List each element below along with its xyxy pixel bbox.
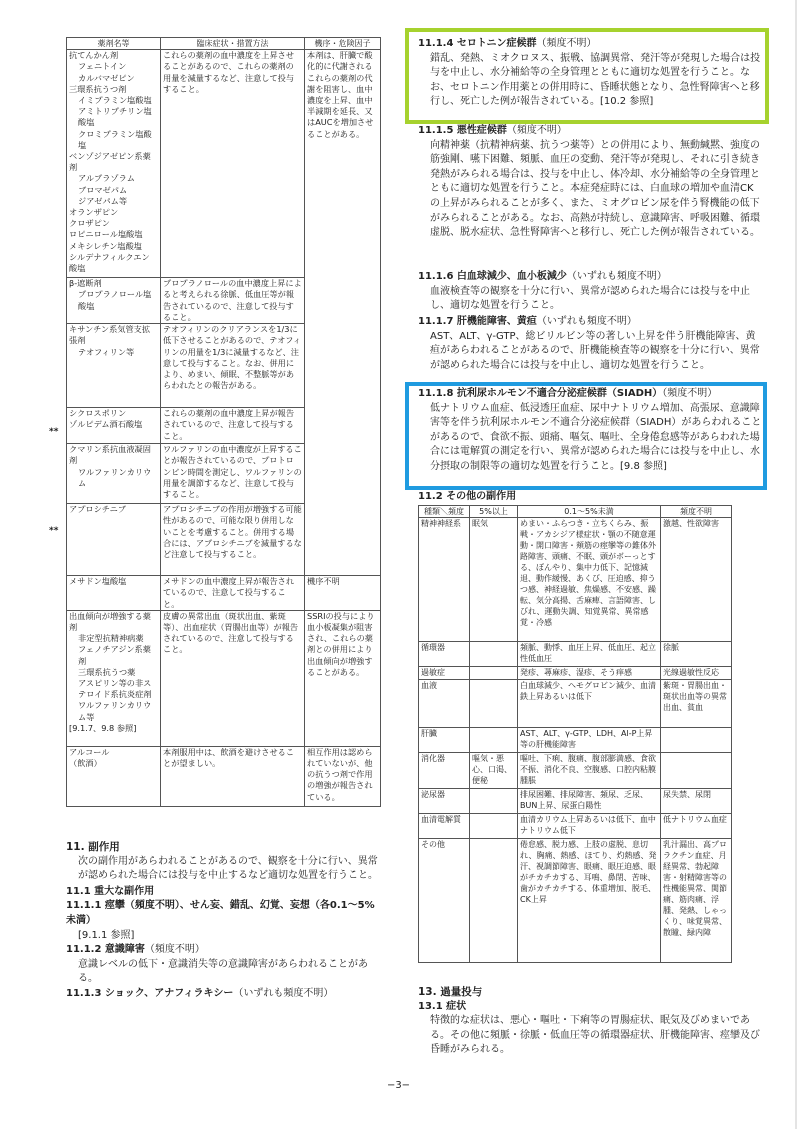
drug-name: [9.1.7、9.8 参照] bbox=[69, 722, 137, 733]
section-11-1-3-heading bbox=[66, 987, 384, 1002]
drug-name: 剤 bbox=[69, 455, 78, 466]
drug-name: クロミプラミン塩酸 bbox=[78, 128, 152, 139]
drug-name: 剤 bbox=[78, 655, 87, 666]
side-effect-type-cell: 循環器 bbox=[419, 642, 470, 667]
freq-unknown-cell: 徐脈 bbox=[661, 642, 732, 667]
section-11-1-6-title: 11.1.6 白血球減少、血小板減少 bbox=[418, 271, 567, 282]
drug-name: 塩 bbox=[78, 139, 87, 150]
drug-name: フェノチアジン系薬 bbox=[78, 644, 151, 655]
side-effects-table bbox=[418, 505, 732, 963]
drug-name-cell bbox=[67, 444, 161, 504]
drug-name: フェニトイン bbox=[78, 61, 127, 72]
section-11-1-1-ref: [9.1.1 参照] bbox=[78, 929, 135, 941]
section-11-1-8-body: 低ナトリウム血症、低浸透圧血症、尿中ナトリウム増加、高張尿、意識障害等を伴う抗利尿ホルモン不適合分泌症候群（SIADH）があらわれることがあるので、食欲不振、頭痛、嘔気、嘔吐、全身倦怠感等があらわれた場合には電解質の測定を行い、異常が認められた場合には投与を中止し、水分摂取の制限等の適切な処置を行うこと。[9.8 参照] bbox=[430, 402, 762, 472]
section-11-1-4-freq: （頻度不明） bbox=[536, 38, 597, 49]
side-effect-row bbox=[419, 642, 732, 667]
section-11-1-7-title: 11.1.7 肝機能障害、黄疸 bbox=[418, 316, 537, 327]
header-mechanism: 機序・危険因子 bbox=[305, 38, 381, 50]
revision-star-marker: ** bbox=[49, 427, 59, 437]
drug-name: アルコール bbox=[69, 746, 110, 757]
section-11-1-8-title: 11.1.8 抗利尿ホルモン不適合分泌症候群（SIADH） bbox=[418, 388, 663, 399]
clinical-cell: メサドンの血中濃度上昇が報告されているので、注意して投与すること。 bbox=[161, 576, 305, 611]
drug-name: アミトリプチリン塩 bbox=[78, 106, 152, 117]
drug-name: 張剤 bbox=[69, 335, 86, 346]
side-effect-type-cell: 血清電解質 bbox=[419, 814, 470, 839]
drug-name: ゾルピデム酒石酸塩 bbox=[69, 419, 143, 430]
section-11-1-7-body: AST、ALT、γ-GTP、総ビリルビン等の著しい上昇を伴う肝機能障害、黄疸があらわれることがあるので、肝機能検査等の観察を十分に行い、異常が認められた場合には投与を中止し、適切な処置を行うこと。 bbox=[430, 330, 760, 371]
section-11-1-2-heading bbox=[66, 943, 384, 958]
side-effect-row bbox=[419, 753, 732, 789]
clinical-cell: ワルファリンの血中濃度が上昇することが報告されているので、プロトロンビン時間を測定し、ワルファリンの用量を調節するなど、注意して投与すること。 bbox=[161, 444, 305, 504]
section-11-1-1-title: 11.1.1 痙攣（頻度不明）、せん妄、錯乱、幻覚、妄想（各0.1～5%未満） bbox=[66, 900, 375, 926]
freq-0-1-to-5-cell: めまい・ふらつき・立ちくらみ、振戦・アカシジア様症状・顎の不随意運動・開口障害・頬筋の痙攣等の錐体外路障害、頭痛、不眠、頭がボーっとする、ぼんやり、集中力低下、記憶減退、動作緩慢、あくび、圧迫感、抑うつ感、神経過敏、焦燥感、不安感、躁転、気分高揚、舌麻痺、言語障害、しびれ、運動失調、知覚異常、異常感覚・冷感 bbox=[518, 518, 661, 642]
drug-name: オランザピン bbox=[69, 207, 119, 218]
side-effect-row bbox=[419, 680, 732, 728]
drug-name: ム等 bbox=[78, 711, 95, 722]
side-effects-table-header bbox=[419, 506, 732, 518]
drug-name: テロイド系抗炎症剤 bbox=[78, 689, 152, 700]
drug-name-cell bbox=[67, 324, 161, 408]
drug-name: 三環系抗うつ剤 bbox=[69, 83, 127, 94]
section-11-1-6-heading bbox=[418, 270, 763, 285]
section-11-title: 11. 副作用 bbox=[66, 841, 120, 853]
section-11-1-2-body: 意識レベルの低下・意識消失等の意識障害があらわれることがある。 bbox=[78, 958, 368, 985]
clinical-cell: テオフィリンのクリアランスを1/3に低下させることがあるので、テオフィリンの用量を1/3に減量するなど、注意して投与すること。なお、併用により、めまい、傾眠、不整脈等があらわれたとの報告がある。 bbox=[161, 324, 305, 408]
interactions-table bbox=[66, 37, 381, 807]
side-effect-type-cell: 肝臓 bbox=[419, 728, 470, 753]
drug-name: プロプラノロール塩 bbox=[78, 289, 152, 300]
freq-over-5-cell: 眠気 bbox=[470, 518, 518, 642]
freq-over-5-cell bbox=[470, 642, 518, 667]
drug-name: 剤 bbox=[69, 622, 78, 633]
page-number: −3− bbox=[386, 1080, 411, 1091]
drug-name: （飲酒） bbox=[69, 758, 102, 769]
section-11-1-5-body: 向精神薬（抗精神病薬、抗うつ薬等）との併用により、無動緘黙、強度の筋強剛、嚥下困難、頻脈、血圧の変動、発汗等が発現し、それに引き続き発熱がみられる場合は、投与を中止し、体冷却、水分補給等の全身管理とともに適切な処置を行うこと。本症発症時には、白血球の増加や血清CKの上昇がみられることが多く、また、ミオグロビン尿を伴う腎機能の低下がみられることがある。なお、高熱が持続し、意識障害、呼吸困難、循環虚脱、脱水症状、急性腎障害へと移行し、死亡した例が報告されている。 bbox=[430, 139, 760, 239]
freq-0-1-to-5-cell: 発疹、蕁麻疹、湿疹、そう痒感 bbox=[518, 667, 661, 680]
freq-unknown-cell bbox=[661, 753, 732, 789]
freq-unknown-cell bbox=[661, 728, 732, 753]
side-effect-type-cell: その他 bbox=[419, 839, 470, 963]
drug-name: 剤 bbox=[69, 162, 78, 173]
clinical-cell: プロプラノロールの血中濃度上昇によると考えられる徐脈、低血圧等が報告されているので、注意して投与すること。 bbox=[161, 278, 305, 324]
freq-0-1-to-5-cell: AST、ALT、γ-GTP、LDH、Al-P上昇等の肝機能障害 bbox=[518, 728, 661, 753]
drug-name: 抗てんかん剤 bbox=[69, 50, 119, 61]
section-11-2-title: 11.2 その他の副作用 bbox=[418, 491, 517, 502]
drug-name: キサンチン系気管支拡 bbox=[69, 324, 151, 335]
clinical-cell: 皮膚の異常出血（斑状出血、紫斑等）、出血症状（胃腸出血等）が報告されているので、注意して投与すること。 bbox=[161, 610, 305, 746]
drug-name: アプロシチニブ bbox=[69, 504, 126, 515]
side-effect-row bbox=[419, 789, 732, 814]
header-type: 種類＼頻度 bbox=[419, 506, 470, 518]
header-unknown: 頻度不明 bbox=[661, 506, 732, 518]
freq-over-5-cell: 嘔気・悪心、口渇、便秘 bbox=[470, 753, 518, 789]
section-11-1-4-body: 錯乱、発熱、ミオクロヌス、振戦、協調異常、発汗等が発現した場合は投与を中止し、水分補給等の全身管理とともに適切な処置を行うこと。なお、セロトニン作用薬との併用時に、昏睡状態となり、急性腎障害へと移行し、死亡した例が報告されている。[10.2 参照] bbox=[430, 52, 761, 108]
freq-over-5-cell bbox=[470, 789, 518, 814]
drug-name-cell bbox=[67, 278, 161, 324]
freq-0-1-to-5-cell: 血清カリウム上昇あるいは低下、血中ナトリウム低下 bbox=[518, 814, 661, 839]
drug-name: シクロスポリン bbox=[69, 408, 127, 419]
interaction-row bbox=[67, 50, 381, 278]
section-11-1-3-freq: （いずれも頻度不明） bbox=[233, 987, 334, 999]
drug-name: メキシレチン塩酸塩 bbox=[69, 240, 142, 251]
drug-name: クロザピン bbox=[69, 218, 110, 229]
section-11-1-5-heading bbox=[418, 124, 763, 139]
freq-over-5-cell bbox=[470, 667, 518, 680]
section-11-body: 次の副作用があらわれることがあるので、観察を十分に行い、異常が認められた場合には投与を中止するなど適切な処置を行うこと。 bbox=[78, 855, 378, 882]
drug-name: ベンゾジアゼピン系薬 bbox=[69, 151, 151, 162]
section-13-title: 13. 過量投与 bbox=[418, 986, 483, 998]
freq-unknown-cell: 激越、性欲障害 bbox=[661, 518, 732, 642]
mechanism-cell: 本剤は、肝臓で酸化的に代謝されるこれらの薬剤の代謝を阻害し、血中濃度を上昇、血中半減期を延長、又はAUCを増加させることがある。 bbox=[305, 50, 381, 576]
section-11-1-7-heading bbox=[418, 315, 763, 330]
freq-over-5-cell bbox=[470, 680, 518, 728]
section-11-1-3-title: 11.1.3 ショック、アナフィラキシー bbox=[66, 987, 234, 999]
header-clinical: 臨床症状・措置方法 bbox=[161, 38, 305, 50]
header-0-1-to-5: 0.1～5%未満 bbox=[518, 506, 661, 518]
highlight-box-siadh bbox=[405, 382, 767, 490]
drug-name: シルデナフィルクエン bbox=[69, 251, 150, 262]
section-11-1-8-freq: （頻度不明） bbox=[662, 388, 718, 399]
side-effect-row bbox=[419, 667, 732, 680]
section-11-1-5-freq: （頻度不明） bbox=[506, 125, 567, 136]
clinical-cell: これらの薬剤の血中濃度上昇が報告されているので、注意して投与すること。 bbox=[161, 408, 305, 444]
side-effect-type-cell: 泌尿器 bbox=[419, 789, 470, 814]
section-13-1-title: 13.1 症状 bbox=[418, 1000, 467, 1012]
section-11-1-5 bbox=[418, 124, 763, 241]
header-over-5: 5%以上 bbox=[470, 506, 518, 518]
drug-name: アスピリン等の非ス bbox=[78, 678, 152, 689]
freq-0-1-to-5-cell: 嘔吐、下痢、腹痛、腹部膨満感、食欲不振、消化不良、空腹感、口腔内粘膜腫脹 bbox=[518, 753, 661, 789]
drug-name: 酸塩 bbox=[69, 263, 86, 274]
side-effect-row bbox=[419, 728, 732, 753]
freq-over-5-cell bbox=[470, 814, 518, 839]
drug-name-cell bbox=[67, 504, 161, 576]
drug-name: 酸塩 bbox=[78, 117, 95, 128]
drug-name: 出血傾向が増強する薬 bbox=[69, 610, 151, 621]
section-11-1-6-freq: （いずれも頻度不明） bbox=[566, 271, 667, 282]
section-11-1-5-title: 11.1.5 悪性症候群 bbox=[418, 125, 507, 136]
drug-name: ム bbox=[78, 477, 87, 488]
section-11-1-2-freq: （頻度不明） bbox=[144, 944, 205, 956]
header-drug-name: 薬剤名等 bbox=[67, 38, 161, 50]
side-effect-type-cell: 過敏症 bbox=[419, 667, 470, 680]
drug-name-cell bbox=[67, 746, 161, 806]
interaction-row bbox=[67, 610, 381, 746]
clinical-cell: アプロシチニブの作用が増強する可能性があるので、可能な限り併用しないことを考慮すること。併用する場合には、アプロシチニブを減量するなど注意して投与すること。 bbox=[161, 504, 305, 576]
drug-name: 非定型抗精神病薬 bbox=[78, 633, 144, 644]
side-effect-type-cell: 消化器 bbox=[419, 753, 470, 789]
side-effect-type-cell: 血液 bbox=[419, 680, 470, 728]
drug-name: イミプラミン塩酸塩 bbox=[78, 95, 152, 106]
drug-name: カルバマゼピン bbox=[78, 72, 135, 83]
revision-star-marker: ** bbox=[49, 526, 59, 536]
drug-name: ジアゼパム等 bbox=[78, 195, 128, 206]
drug-name: 三環系抗うつ薬 bbox=[78, 666, 136, 677]
mechanism-cell: 相互作用は認められていないが、他の抗うつ剤で作用の増強が報告されている。 bbox=[305, 746, 381, 806]
freq-0-1-to-5-cell: 倦怠感、脱力感、上肢の虚脱、息切れ、胸痛、熱感、ほてり、灼熱感、発汗、視調節障害、眼痛、眼圧迫感、眼がチカチカする、耳鳴、鼻閉、苦味、歯がカチカチする、体重増加、脱毛、CK上昇 bbox=[518, 839, 661, 963]
section-13 bbox=[418, 985, 763, 1058]
freq-over-5-cell bbox=[470, 839, 518, 963]
drug-name-cell bbox=[67, 610, 161, 746]
highlight-box-serotonin bbox=[405, 28, 769, 124]
clinical-cell: 本剤服用中は、飲酒を避けさせることが望ましい。 bbox=[161, 746, 305, 806]
freq-unknown-cell: 光線過敏性反応 bbox=[661, 667, 732, 680]
mechanism-cell: 機序不明 bbox=[305, 576, 381, 611]
drug-name-cell bbox=[67, 408, 161, 444]
drug-name: ブロマゼパム bbox=[78, 184, 128, 195]
freq-unknown-cell: 低ナトリウム血症 bbox=[661, 814, 732, 839]
clinical-cell: これらの薬剤の血中濃度を上昇させることがあるので、これらの薬剤の用量を減量するなど、注意して投与すること。 bbox=[161, 50, 305, 278]
drug-name: β-遮断剤 bbox=[69, 278, 102, 289]
side-effect-row bbox=[419, 518, 732, 642]
drug-name: テオフィリン等 bbox=[78, 346, 135, 357]
section-11-1-7 bbox=[418, 315, 763, 383]
freq-0-1-to-5-cell: 頻脈、動悸、血圧上昇、低血圧、起立性低血圧 bbox=[518, 642, 661, 667]
side-effect-type-cell: 精神神経系 bbox=[419, 518, 470, 642]
drug-name-cell bbox=[67, 576, 161, 611]
section-11-1-7-freq: （いずれも頻度不明） bbox=[536, 316, 637, 327]
drug-name: ワルファリンカリウ bbox=[78, 700, 152, 711]
section-11-1-6-body: 血液検査等の観察を十分に行い、異常が認められた場合には投与を中止し、適切な処置を行うこと。 bbox=[430, 285, 750, 312]
drug-name: クマリン系抗血液凝固 bbox=[69, 444, 151, 455]
interaction-row bbox=[67, 576, 381, 611]
section-11-1-4-title: 11.1.4 セロトニン症候群 bbox=[418, 38, 537, 49]
freq-0-1-to-5-cell: 白血球減少、ヘモグロビン減少、血清鉄上昇あるいは低下 bbox=[518, 680, 661, 728]
section-11-2 bbox=[418, 490, 763, 505]
section-11-1-2-title: 11.1.2 意識障害 bbox=[66, 944, 145, 956]
drug-name-cell bbox=[67, 50, 161, 278]
freq-unknown-cell: 尿失禁、尿閉 bbox=[661, 789, 732, 814]
drug-name: 酸塩 bbox=[78, 300, 95, 311]
side-effect-row bbox=[419, 839, 732, 963]
drug-name: アルプラゾラム bbox=[78, 173, 135, 184]
interaction-row bbox=[67, 746, 381, 806]
freq-over-5-cell bbox=[470, 728, 518, 753]
side-effect-row bbox=[419, 814, 732, 839]
drug-name: ロピニロール塩酸塩 bbox=[69, 229, 143, 240]
mechanism-cell: SSRIの投与により血小板凝集が阻害され、これらの薬剤との併用により出血傾向が増強することがある。 bbox=[305, 610, 381, 746]
drug-name: ワルファリンカリウ bbox=[78, 466, 152, 477]
freq-0-1-to-5-cell: 排尿困難、排尿障害、頻尿、乏尿、BUN上昇、尿蛋白陽性 bbox=[518, 789, 661, 814]
section-11-1-6 bbox=[418, 270, 763, 314]
freq-unknown-cell: 乳汁漏出、高プロラクチン血症、月経異常、勃起障害・射精障害等の性機能異常、関節痛、筋肉痛、浮腫、発熱、しゃっくり、味覚異常、散瞳、緑内障 bbox=[661, 839, 732, 963]
section-11 bbox=[66, 840, 384, 1002]
freq-unknown-cell: 紫斑・胃腸出血・斑状出血等の異常出血、貧血 bbox=[661, 680, 732, 728]
interactions-table-header bbox=[67, 38, 381, 50]
section-13-1-body: 特徴的な症状は、悪心・嘔吐・下痢等の胃腸症状、眠気及びめまいである。その他に頻脈・徐脈・低血圧等の循環器症状、肝機能障害、痙攣及び昏睡がみられる。 bbox=[430, 1015, 760, 1056]
drug-name: メサドン塩酸塩 bbox=[69, 576, 127, 587]
section-11-1-title: 11.1 重大な副作用 bbox=[66, 885, 155, 897]
